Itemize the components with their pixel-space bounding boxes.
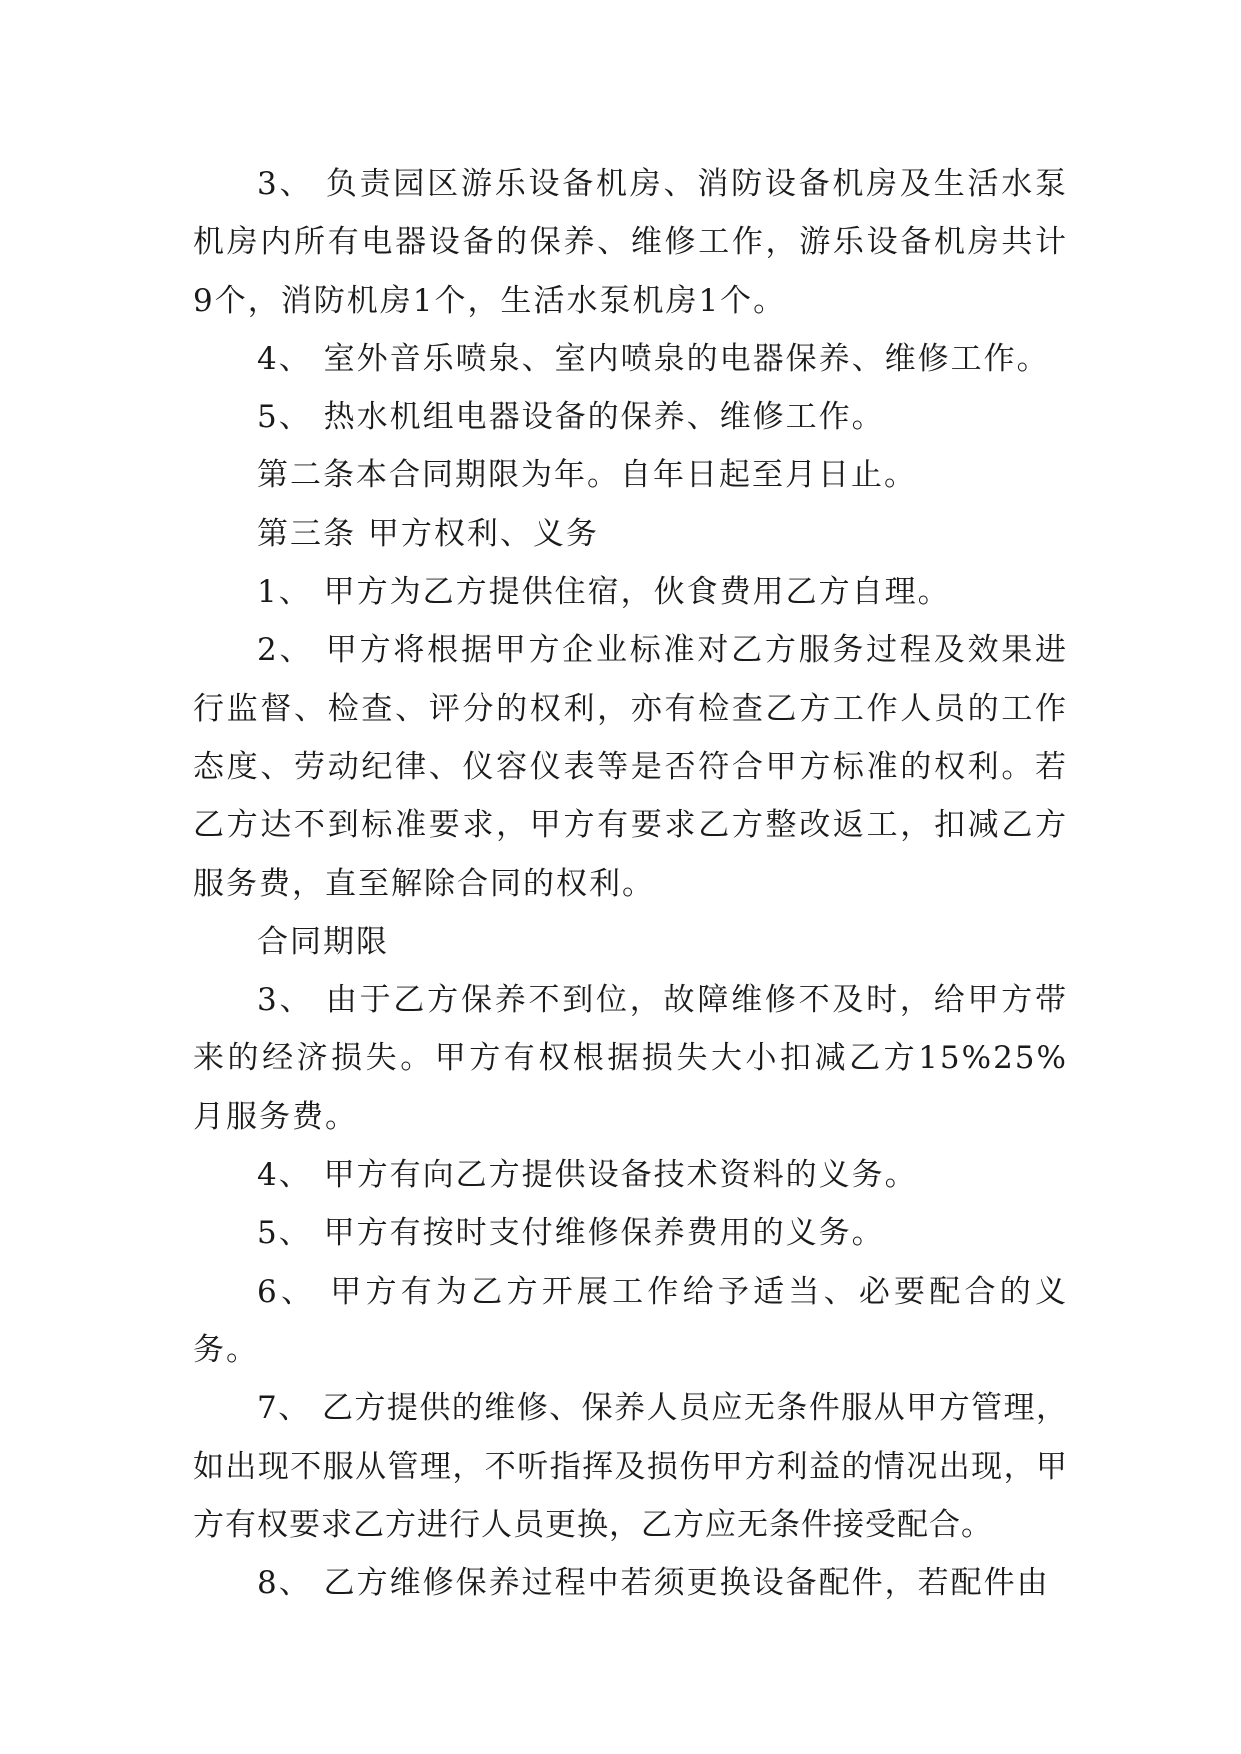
party-a-item-5-payment: 5、 甲方有按时支付维修保养费用的义务。	[257, 1215, 885, 1252]
party-a-item-1-accommodation: 1、 甲方为乙方提供住宿，伙食费用乙方自理。	[257, 574, 951, 611]
clause-item-4-fountains: 4、 室外音乐喷泉、室内喷泉的电器保养、维修工作。	[257, 340, 1050, 377]
contract-term-label: 合同期限	[257, 923, 389, 960]
party-a-item-3-deduction: 3、 由于乙方保养不到位，故障维修不及时，给甲方带来的经济损失。甲方有权根据损失大小扣减乙方15%25%月服务费。	[193, 982, 1068, 1135]
article-2-contract-term: 第二条本合同期限为年。自年日起至月日止。	[257, 457, 917, 494]
document-body	[193, 155, 1068, 1612]
party-a-item-4-technical-data: 4、 甲方有向乙方提供设备技术资料的义务。	[257, 1157, 918, 1194]
party-a-item-7-personnel: 7、 乙方提供的维修、保养人员应无条件服从甲方管理，如出现不服从管理，不听指挥及损伤甲方利益的情况出现，甲方有权要求乙方进行人员更换，乙方应无条件接受配合。	[193, 1390, 1068, 1543]
party-a-item-8-parts: 8、 乙方维修保养过程中若须更换设备配件，若配件由	[257, 1565, 1050, 1602]
clause-item-5-water-heater: 5、 热水机组电器设备的保养、维修工作。	[257, 399, 885, 436]
party-a-item-6-cooperation: 6、 甲方有为乙方开展工作给予适当、必要配合的义务。	[193, 1273, 1068, 1368]
party-a-item-2-supervision: 2、 甲方将根据甲方企业标准对乙方服务过程及效果进行监督、检查、评分的权利，亦有检查乙方工作人员的工作态度、劳动纪律、仪容仪表等是否符合甲方标准的权利。若乙方达不到标准要求，甲方有要求乙方整改返工，扣减乙方服务费，直至解除合同的权利。	[193, 632, 1068, 902]
article-3-heading: 第三条 甲方权利、义务	[257, 515, 599, 552]
clause-item-3-equipment-rooms: 3、 负责园区游乐设备机房、消防设备机房及生活水泵机房内所有电器设备的保养、维修工作，游乐设备机房共计9个，消防机房1个，生活水泵机房1个。	[193, 166, 1068, 319]
